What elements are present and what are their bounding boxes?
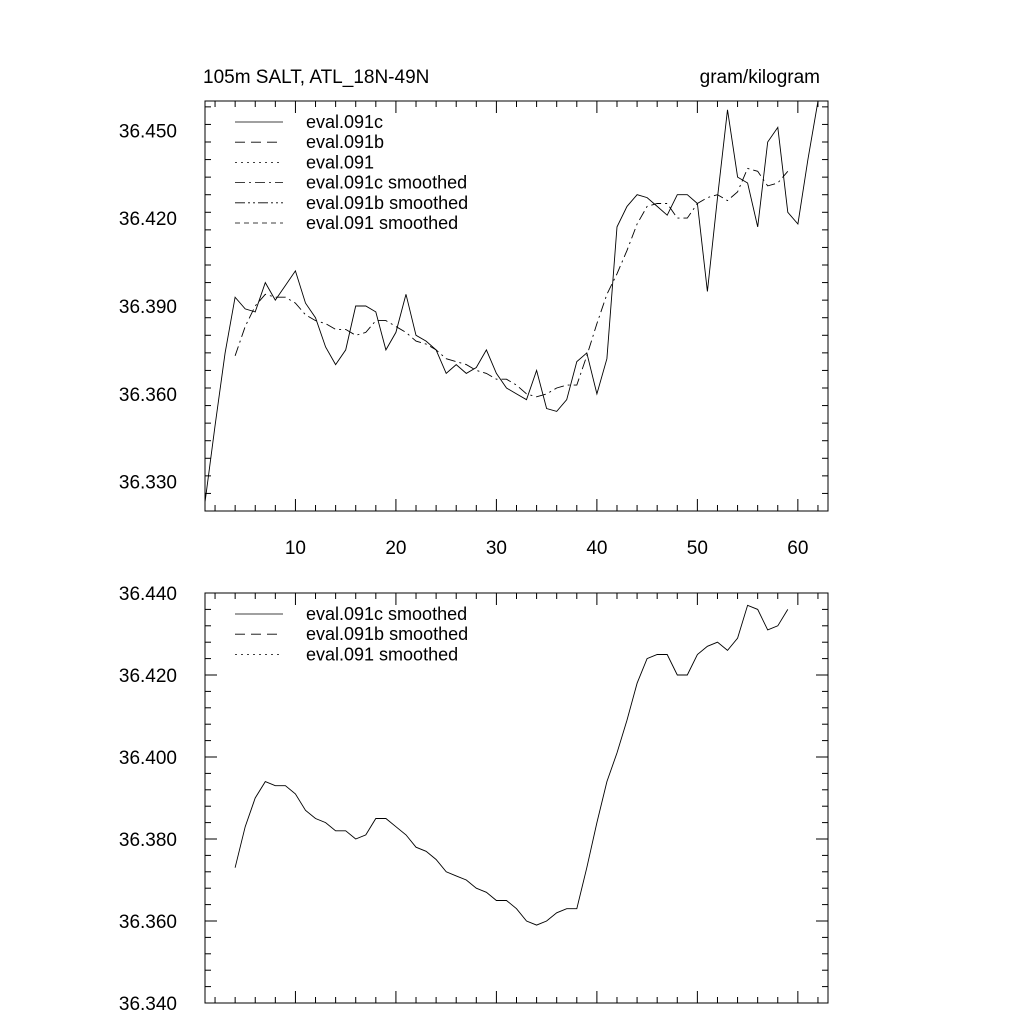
y-tick-label: 36.340: [118, 994, 177, 1015]
x-tick-label: 20: [385, 538, 407, 559]
legend-label: eval.091b: [306, 132, 385, 153]
legend-label: eval.091b smoothed: [306, 624, 469, 645]
y-tick-label: 36.440: [118, 584, 177, 605]
x-tick-label: 60: [787, 538, 809, 559]
legend-label: eval.091c smoothed: [306, 604, 468, 624]
y-tick-label: 36.390: [118, 297, 177, 318]
y-tick-label: 36.380: [118, 830, 177, 851]
y-tick-label: 36.450: [118, 121, 177, 143]
legend-label: eval.091: [306, 152, 375, 173]
top-panel: [119, 67, 828, 559]
bottom-panel: [119, 584, 828, 1015]
y-tick-label: 36.420: [118, 209, 177, 231]
legend-label: eval.091c: [306, 112, 384, 132]
y-tick-label: 36.360: [118, 384, 177, 406]
legend-label: eval.091 smoothed: [306, 213, 459, 233]
x-tick-label: 50: [686, 538, 708, 559]
units-label: gram/kilogram: [699, 67, 820, 88]
legend-label: eval.091b smoothed: [306, 192, 469, 213]
x-tick-label: 40: [586, 538, 608, 559]
y-tick-label: 36.330: [118, 472, 177, 494]
y-tick-label: 36.400: [118, 748, 177, 769]
legend-label: eval.091 smoothed: [306, 644, 459, 665]
y-tick-label: 36.420: [118, 666, 177, 687]
x-tick-label: 10: [284, 538, 307, 559]
series-line-eval-091c: [205, 101, 828, 502]
x-tick-label: 30: [485, 538, 507, 559]
chart-title: 105m SALT, ATL_18N-49N: [203, 67, 430, 88]
legend-label: eval.091c smoothed: [306, 172, 468, 193]
y-tick-label: 36.360: [118, 912, 177, 933]
